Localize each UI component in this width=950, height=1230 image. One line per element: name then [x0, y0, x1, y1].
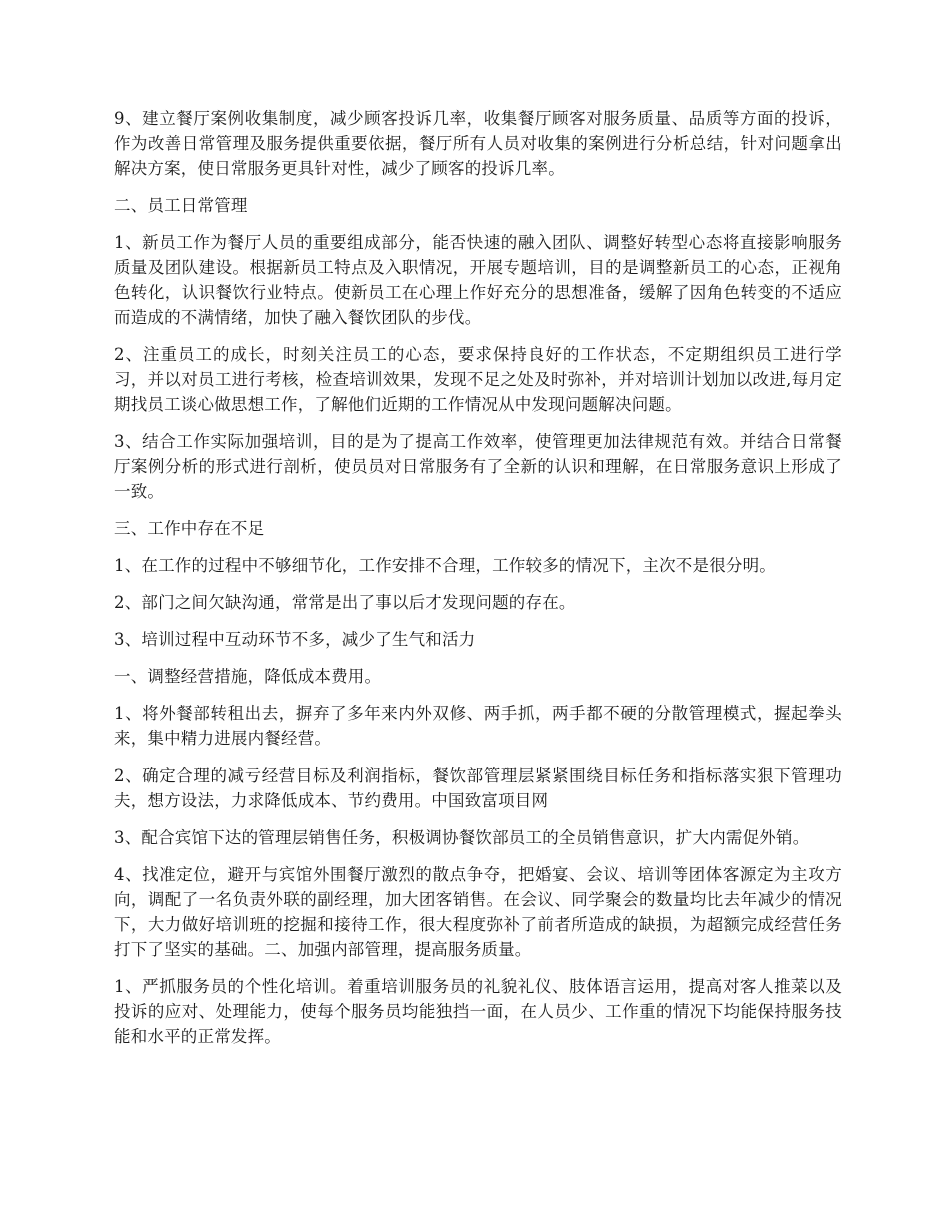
paragraph-shortcoming-1: 1、在工作的过程中不够细节化，工作安排不合理，工作较多的情况下，主次不是很分明。: [114, 556, 776, 575]
paragraph-shortcoming-2: 2、部门之间欠缺沟通，常常是出了事以后才发现问题的存在。: [114, 593, 576, 612]
section-heading-staff-management: 二、员工日常管理: [114, 196, 248, 215]
paragraph-internal-1: 1、严抓服务员的个性化培训。着重培训服务员的礼貌礼仪、肢体语言运用，提高对客人推菜以及投诉的应对、处理能力，使每个服务员均能独挡一面，在人员少、工作重的情况下均能保持服务技能和水平的正常发挥。: [114, 977, 842, 1046]
paragraph-cost-2: 2、确定合理的减亏经营目标及利润指标，餐饮部管理层紧紧围绕目标任务和指标落实狠下管理功夫，想方设法，力求降低成本、节约费用。中国致富项目网: [114, 766, 842, 810]
paragraph-new-staff: 1、新员工作为餐厅人员的重要组成部分，能否快速的融入团队、调整好转型心态将直接影响服务质量及团队建设。根据新员工特点及入职情况，开展专题培训，目的是调整新员工的心态，正视角色转化，认识餐饮行业特点。使新员工在心理上作好充分的思想准备，缓解了因角色转变的不适应而造成的不满情绪，加快了融入餐饮团队的步伐。: [114, 233, 842, 327]
paragraph-training: 3、结合工作实际加强培训，目的是为了提高工作效率，使管理更加法律规范有效。并结合日常餐厅案例分析的形式进行剖析，使员员对日常服务有了全新的认识和理解，在日常服务意识上形成了一致。: [114, 432, 842, 501]
paragraph-staff-growth: 2、注重员工的成长，时刻关注员工的心态，要求保持良好的工作状态，不定期组织员工进行学习，并以对员工进行考核，检查培训效果，发现不足之处及时弥补，并对培训计划加以改进,每月定期找员工谈心做思想工作，了解他们近期的工作情况从中发现问题解决问题。: [114, 345, 842, 414]
section-heading-cost-reduction: 一、调整经营措施，降低成本费用。: [114, 667, 382, 686]
section-heading-shortcomings: 三、工作中存在不足: [114, 519, 265, 538]
paragraph-shortcoming-3: 3、培训过程中互动环节不多，减少了生气和活力: [114, 630, 476, 649]
paragraph-cost-3: 3、配合宾馆下达的管理层销售任务，积极调协餐饮部员工的全员销售意识，扩大内需促外销。: [114, 828, 810, 847]
paragraph-cost-1: 1、将外餐部转租出去，摒弃了多年来内外双修、两手抓，两手都不硬的分散管理模式，握起拳头来，集中精力进展内餐经营。: [114, 704, 842, 748]
document-body: [114, 106, 842, 1061]
paragraph-cost-4: 4、找准定位，避开与宾馆外围餐厅激烈的散点争夺，把婚宴、会议、培训等团体客源定为主攻方向，调配了一名负责外联的副经理，加大团客销售。在会议、同学聚会的数量均比去年减少的情况下，大力做好培训班的挖掘和接待工作，很大程度弥补了前者所造成的缺损，为超额完成经营任务打下了坚实的基础。二、加强内部管理，提高服务质量。: [114, 865, 842, 959]
paragraph-case-collection: 9、建立餐厅案例收集制度，减少顾客投诉几率，收集餐厅顾客对服务质量、品质等方面的投诉，作为改善日常管理及服务提供重要依据，餐厅所有人员对收集的案例进行分析总结，针对问题拿出解决方案，使日常服务更具针对性，减少了顾客的投诉几率。: [114, 109, 842, 178]
